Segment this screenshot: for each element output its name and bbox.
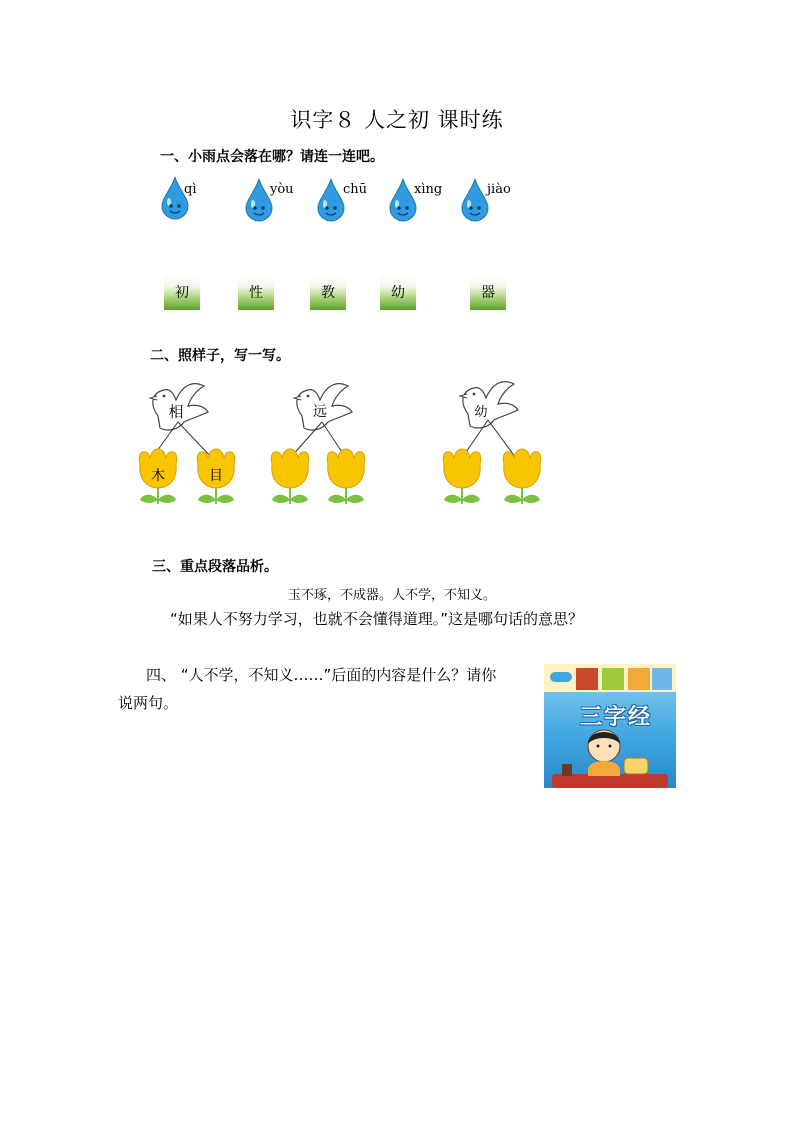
character-label: 器: [481, 285, 495, 301]
character-label: 教: [321, 285, 335, 301]
cover-tile-icon: [628, 668, 650, 690]
bird-flower-diagram: [0, 370, 794, 510]
pinyin-label: xìng: [414, 182, 443, 197]
character-label: 初: [175, 285, 189, 301]
cover-tile-icon: [602, 668, 624, 690]
book-title: 三字经: [580, 705, 653, 730]
grass-card: [470, 274, 506, 310]
raindrop-icon: [460, 178, 490, 222]
page-title: 识字８ 人之初 课时练: [290, 108, 504, 132]
flower-character: 木: [151, 468, 165, 484]
grass-card: [164, 274, 200, 310]
section3-question: “如果人不努力学习，也就不会懂得道理。”这是哪句话的意思？: [170, 610, 584, 628]
pinyin-label: chū: [343, 182, 368, 197]
grass-card: [310, 274, 346, 310]
section3-heading: 三、重点段落品析。: [152, 559, 278, 575]
publisher-logo-icon: [550, 672, 572, 682]
character-label: 幼: [391, 285, 405, 301]
flower-icon: [503, 449, 541, 504]
pinyin-label: qì: [184, 182, 197, 197]
section2-heading: 二、照样子，写一写。: [150, 348, 290, 364]
sanzijing-book-cover: [544, 664, 676, 788]
raindrop-icon: [316, 178, 346, 222]
section4-question-line1: 四、 “人不学，不知义……”后面的内容是什么？请你: [146, 666, 497, 684]
child-reading-icon: [544, 724, 676, 788]
cover-tile-icon: [652, 668, 672, 690]
bird-character: 相: [168, 403, 184, 421]
grass-card: [238, 274, 274, 310]
pinyin-label: jiào: [487, 182, 511, 197]
bird-character: 远: [313, 404, 327, 420]
flower-icon: [327, 449, 365, 504]
section1-heading: 一、小雨点会落在哪？请连一连吧。: [160, 149, 384, 165]
classic-quote: 玉不琢，不成器。人不学，不知义。: [288, 588, 497, 603]
bird-character: 幼: [474, 405, 488, 420]
grass-card: [380, 274, 416, 310]
section4-question-line2: 说两句。: [118, 694, 179, 712]
character-label: 性: [249, 285, 263, 301]
flower-character: 目: [209, 468, 223, 484]
cover-tile-icon: [576, 668, 598, 690]
flower-icon: [271, 449, 309, 504]
pinyin-label: yòu: [270, 182, 294, 197]
flower-icon: [443, 449, 481, 504]
